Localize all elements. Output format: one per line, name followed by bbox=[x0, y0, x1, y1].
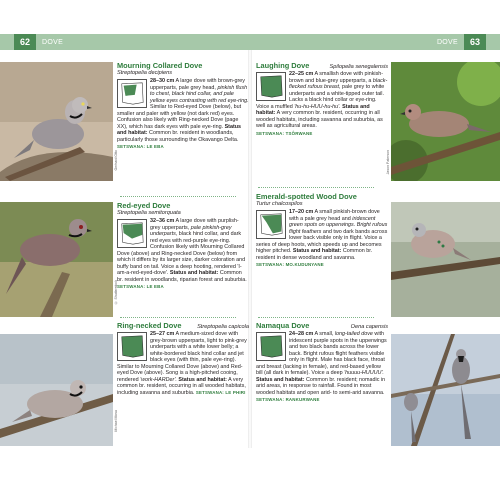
entry-divider bbox=[120, 196, 236, 197]
size-range: 28–30 cm bbox=[150, 78, 175, 84]
photo-credit-4: Jason Paterson bbox=[386, 150, 390, 175]
desc-text: A smallish dove with pinkish-brown and blue-grey upperparts, a bbox=[289, 71, 384, 84]
voice-text: 'hu-hu-HUU-hu-hu'. bbox=[294, 103, 341, 110]
setswana-name: SETSWANA: LE EBA bbox=[117, 284, 164, 290]
scientific-name: Streptopelia decipiens bbox=[117, 70, 173, 76]
page-number-left: 62 bbox=[14, 34, 36, 50]
status-label: Status and habitat: bbox=[292, 248, 342, 255]
desc-text: A large dove with brown-grey upperparts, pale grey head, bbox=[150, 78, 245, 91]
status-text: Common br. resident; nomadic in arid areas, in response to rainfall. Found in most wooded habitats and open arid- to semi-arid savanna. bbox=[256, 376, 386, 396]
scientific-name: Turtur chalcospilos bbox=[256, 201, 303, 207]
setswana-name: SETSWANA: LE PHIRI bbox=[195, 389, 246, 395]
status-label: Status and habitat: bbox=[256, 376, 305, 383]
right-page-header bbox=[250, 34, 500, 50]
distribution-map bbox=[117, 79, 147, 108]
desc-text-2: Similar to Red-eyed Dove (below), but smaller and paler with yellow (not dark red) eyes. Confusion also likely with Ring-necked Dove (page XX), which has dark eyes with pale eye-ring. bbox=[117, 104, 242, 130]
page-number-right: 63 bbox=[464, 34, 486, 50]
species-entry-laughing-dove bbox=[256, 62, 388, 136]
desc-text: A small, bbox=[313, 331, 335, 337]
desc-italic: black-flecked rufous breast, bbox=[289, 77, 388, 91]
desc-italic: long-tailed dove bbox=[334, 331, 373, 337]
desc-text-2: and two dark bands across lower back visible only in flight. Voice a series of deep hoots, which speeds up and becomes higher pitched. bbox=[256, 228, 388, 255]
scientific-name: Spilopelia senegalensis bbox=[329, 64, 388, 70]
photo-credit-1: Gerhard Otto bbox=[114, 150, 118, 171]
distribution-map bbox=[117, 219, 147, 248]
photo-credit-3: Michael Mosa bbox=[114, 410, 118, 432]
distribution-map bbox=[256, 210, 286, 239]
status-text: Common br. resident in woodlands, particularly those surrounding the Okavango Delta. bbox=[117, 130, 239, 143]
size-range: 32–36 cm bbox=[150, 218, 175, 224]
status-label: Status and habitat: bbox=[256, 103, 370, 117]
species-entry-red-eyed-dove bbox=[117, 202, 249, 289]
entry-divider bbox=[120, 317, 236, 318]
running-title-left: DOVE bbox=[42, 38, 64, 46]
species-entry-namaqua-dove bbox=[256, 322, 388, 402]
desc-text-2: pale grey to white underparts and a white-tipped outer tail. Lacks a black hind collar or eye-ring. Voice a muffled bbox=[256, 84, 385, 110]
desc-text: A medium-sized dove with grey-brown upperparts, light to pink-grey underparts with a white lower belly; a white-bordered black hind collar and jet black eyes (with thin, pale eye-ring). Similar to Mourning Collared Dove (above) and Red-eyed Dove (above). Song is a high-pitched cooing, rendered bbox=[117, 331, 247, 383]
entry-divider bbox=[258, 317, 374, 318]
distribution-map bbox=[256, 72, 286, 101]
status-label: Status and habitat: bbox=[117, 123, 242, 137]
size-range: 22–25 cm bbox=[289, 71, 314, 77]
setswana-name: SETSWANA: TSÔRWANE bbox=[256, 130, 313, 136]
desc-text-2: black hind collar, and dark red eyes with red-purple eye-ring. Confusion likely with Mourning Collared Dove (above) and Ring-necked Dove (below) from which it differs by its larger size, darker coloration and buffy band on tail. Voice a deep hooting, rendered 'I-am-a-red-eyed-dove'. bbox=[117, 231, 246, 277]
distribution-map bbox=[117, 332, 147, 361]
desc-text: A small pinkish-brown dove with a pale grey head and bbox=[289, 209, 380, 222]
scientific-name: Streptopelia semitorquata bbox=[117, 210, 181, 216]
photo-ring-necked-dove bbox=[0, 334, 113, 446]
photo-emerald-spotted-wood-dove bbox=[391, 202, 500, 317]
desc-italic: pinkish flush to chest, black hind collar, and pale yellow eyes contrasting with red eye-ring. bbox=[150, 84, 249, 104]
desc-italic: iridescent green spots on upperwings. Bright rufous flight feathers bbox=[289, 215, 388, 235]
size-range: 25–27 cm bbox=[150, 331, 175, 337]
left-page-header bbox=[0, 34, 250, 50]
running-title-right: DOVE bbox=[436, 38, 458, 46]
species-name: Emerald-spotted Wood Dove bbox=[256, 192, 357, 201]
photo-laughing-dove bbox=[391, 62, 500, 181]
species-entry-emerald-spotted-wood-dove bbox=[256, 193, 388, 267]
scientific-name: Streptopelia capicola bbox=[197, 324, 249, 330]
setswana-name: SETSWANA: RANKURWANE bbox=[256, 397, 320, 403]
status-text: A very common br. resident, occurring in all wooded habitats, including savanna and suburbia. bbox=[117, 376, 246, 396]
species-name: Ring-necked Dove bbox=[117, 321, 182, 330]
species-name: Mourning Collared Dove bbox=[117, 61, 203, 70]
status-text: A very common br. resident, occurring in all wooded habitats, including savanna and suburbia, as well as agricultural areas. bbox=[256, 110, 383, 130]
species-name-row bbox=[256, 62, 388, 71]
setswana-name: SETSWANA: MO.KUDUNYANE bbox=[256, 262, 324, 268]
status-text: Common br. resident in dense woodland and savanna. bbox=[256, 248, 373, 261]
desc-text: A large dove with purplish-grey upperparts, bbox=[150, 218, 239, 231]
desc-italic: pale pinkish-grey underparts, bbox=[150, 224, 232, 238]
species-name: Laughing Dove bbox=[256, 61, 310, 70]
species-entry-mourning-collared-dove bbox=[117, 62, 249, 149]
photo-red-eyed-dove bbox=[0, 202, 113, 317]
desc-text-2: with iridescent purple spots in the upperwings and two black bands across the lower back. Bright rufous flight feathers visible only in flight. Male has black face, throat and breast (lacking in female), and red-based yellow bill (all dark in female). Voice a deep bbox=[256, 331, 387, 377]
species-entry-ring-necked-dove bbox=[117, 322, 249, 396]
status-label: Status and habitat: bbox=[178, 376, 227, 383]
scientific-name: Oena capensis bbox=[350, 324, 388, 330]
species-name-row bbox=[256, 322, 388, 331]
size-range: 17–20 cm bbox=[289, 209, 314, 215]
setswana-name: SETSWANA: LE EBA bbox=[117, 144, 164, 150]
photo-mourning-collared-dove bbox=[0, 62, 113, 181]
photo-credit-2: © Shutterstock bbox=[114, 280, 118, 305]
distribution-map bbox=[256, 332, 286, 361]
status-label: Status and habitat: bbox=[169, 270, 219, 277]
photo-namaqua-dove bbox=[391, 334, 500, 446]
desc-italic: 'work-HARDer'. bbox=[140, 376, 177, 383]
status-text: Common br. resident in woodlands, riparian forest and suburbia. bbox=[117, 270, 247, 283]
voice-text: 'huuuu-HUUUU'. bbox=[344, 370, 384, 377]
size-range: 24–28 cm bbox=[289, 331, 314, 337]
species-name-row bbox=[117, 322, 249, 331]
species-name: Red-eyed Dove bbox=[117, 201, 171, 210]
species-name: Namaqua Dove bbox=[256, 321, 310, 330]
entry-divider bbox=[258, 187, 374, 188]
